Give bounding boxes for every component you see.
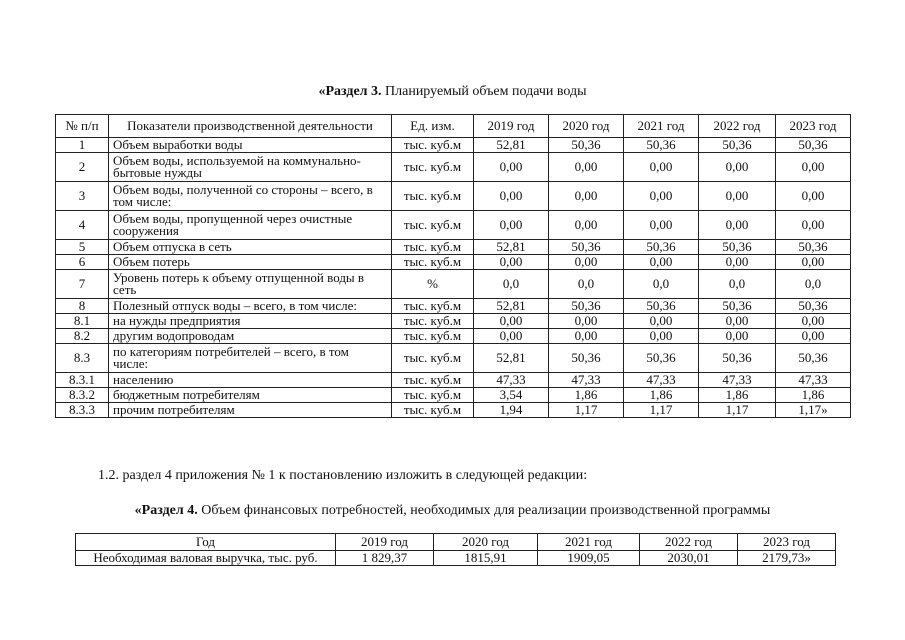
row-indicator: населению bbox=[109, 373, 392, 388]
row-unit: тыс. куб.м bbox=[392, 299, 474, 314]
cell-value: 50,36 bbox=[624, 344, 699, 373]
cell-value: 0,00 bbox=[624, 329, 699, 344]
cell-value: 0,00 bbox=[699, 153, 776, 182]
cell-value: 0,00 bbox=[776, 329, 851, 344]
row-indicator: другим водопроводам bbox=[109, 329, 392, 344]
cell-value: 52,81 bbox=[474, 240, 549, 255]
cell-value: 1815,91 bbox=[434, 551, 538, 566]
table-row bbox=[56, 240, 851, 255]
amendment-note: 1.2. раздел 4 приложения № 1 к постановлению изложить в следующей редакции: bbox=[98, 468, 588, 483]
row-number: 5 bbox=[56, 240, 109, 255]
cell-value: 0,0 bbox=[549, 270, 624, 299]
cell-value: 50,36 bbox=[776, 344, 851, 373]
table-header-row bbox=[76, 534, 836, 551]
table-row bbox=[56, 255, 851, 270]
cell-value: 50,36 bbox=[776, 138, 851, 153]
financial-needs-table bbox=[75, 533, 836, 566]
cell-value: 52,81 bbox=[474, 344, 549, 373]
cell-value: 0,00 bbox=[776, 211, 851, 240]
cell-value: 0,00 bbox=[776, 182, 851, 211]
cell-value: 50,36 bbox=[549, 299, 624, 314]
row-number: 8.1 bbox=[56, 314, 109, 329]
cell-value: 1,86 bbox=[699, 388, 776, 403]
cell-value: 50,36 bbox=[699, 240, 776, 255]
row-label: Необходимая валовая выручка, тыс. руб. bbox=[76, 551, 336, 566]
col-header: 2023 год bbox=[738, 534, 836, 551]
table-row bbox=[56, 182, 851, 211]
col-header: Ед. изм. bbox=[392, 115, 474, 138]
row-number: 7 bbox=[56, 270, 109, 299]
row-indicator: Уровень потерь к объему отпущенной воды в сеть bbox=[109, 270, 392, 299]
row-indicator: Объем потерь bbox=[109, 255, 392, 270]
cell-value: 50,36 bbox=[699, 299, 776, 314]
row-number: 8 bbox=[56, 299, 109, 314]
row-number: 8.3.2 bbox=[56, 388, 109, 403]
row-number: 8.2 bbox=[56, 329, 109, 344]
cell-value: 0,0 bbox=[699, 270, 776, 299]
cell-value: 0,00 bbox=[549, 153, 624, 182]
cell-value: 0,00 bbox=[699, 211, 776, 240]
row-indicator: по категориям потребителей – всего, в том числе: bbox=[109, 344, 392, 373]
section-3-title-text: Планируемый объем подачи воды bbox=[381, 84, 587, 99]
cell-value: 52,81 bbox=[474, 299, 549, 314]
cell-value: 3,54 bbox=[474, 388, 549, 403]
cell-value: 0,00 bbox=[776, 255, 851, 270]
cell-value: 0,00 bbox=[549, 211, 624, 240]
cell-value: 50,36 bbox=[549, 344, 624, 373]
cell-value: 0,00 bbox=[474, 329, 549, 344]
cell-value: 0,0 bbox=[624, 270, 699, 299]
cell-value: 1,86 bbox=[549, 388, 624, 403]
section-4-title-text: Объем финансовых потребностей, необходимых для реализации производственной программы bbox=[197, 503, 771, 518]
row-indicator: Объем отпуска в сеть bbox=[109, 240, 392, 255]
cell-value: 52,81 bbox=[474, 138, 549, 153]
row-unit: тыс. куб.м bbox=[392, 182, 474, 211]
table-row bbox=[56, 373, 851, 388]
col-header: 2020 год bbox=[549, 115, 624, 138]
row-unit: тыс. куб.м bbox=[392, 314, 474, 329]
cell-value: 50,36 bbox=[624, 240, 699, 255]
row-unit: тыс. куб.м bbox=[392, 373, 474, 388]
row-indicator: прочим потребителям bbox=[109, 403, 392, 418]
cell-value: 0,00 bbox=[474, 153, 549, 182]
row-unit: тыс. куб.м bbox=[392, 388, 474, 403]
table-row bbox=[56, 314, 851, 329]
col-header: 2019 год bbox=[336, 534, 434, 551]
cell-value: 50,36 bbox=[776, 299, 851, 314]
cell-value: 50,36 bbox=[549, 240, 624, 255]
cell-value: 50,36 bbox=[699, 344, 776, 373]
row-unit: тыс. куб.м bbox=[392, 240, 474, 255]
section-3-title bbox=[0, 84, 905, 100]
cell-value: 0,00 bbox=[549, 182, 624, 211]
cell-value: 1,94 bbox=[474, 403, 549, 418]
cell-value: 0,00 bbox=[699, 314, 776, 329]
cell-value: 1,17» bbox=[776, 403, 851, 418]
row-indicator: Объем выработки воды bbox=[109, 138, 392, 153]
cell-value: 0,00 bbox=[549, 255, 624, 270]
row-unit: тыс. куб.м bbox=[392, 211, 474, 240]
col-header: 2021 год bbox=[624, 115, 699, 138]
cell-value: 1909,05 bbox=[538, 551, 640, 566]
col-header: 2022 год bbox=[640, 534, 738, 551]
cell-value: 0,0 bbox=[776, 270, 851, 299]
row-number: 3 bbox=[56, 182, 109, 211]
cell-value: 0,00 bbox=[549, 314, 624, 329]
cell-value: 47,33 bbox=[474, 373, 549, 388]
row-number: 6 bbox=[56, 255, 109, 270]
section-3-title-bold: «Раздел 3. bbox=[318, 84, 382, 99]
cell-value: 0,00 bbox=[624, 255, 699, 270]
water-supply-table bbox=[55, 114, 851, 418]
row-unit: тыс. куб.м bbox=[392, 255, 474, 270]
cell-value: 0,00 bbox=[549, 329, 624, 344]
row-number: 8.3.1 bbox=[56, 373, 109, 388]
table-row bbox=[56, 138, 851, 153]
cell-value: 1,17 bbox=[699, 403, 776, 418]
cell-value: 1,86 bbox=[776, 388, 851, 403]
cell-value: 0,00 bbox=[776, 314, 851, 329]
row-number: 2 bbox=[56, 153, 109, 182]
cell-value: 50,36 bbox=[549, 138, 624, 153]
table-row bbox=[56, 388, 851, 403]
cell-value: 2179,73» bbox=[738, 551, 836, 566]
col-header: 2019 год bbox=[474, 115, 549, 138]
cell-value: 0,00 bbox=[624, 153, 699, 182]
table-row bbox=[56, 270, 851, 299]
cell-value: 0,00 bbox=[699, 255, 776, 270]
table-row bbox=[56, 403, 851, 418]
cell-value: 50,36 bbox=[624, 299, 699, 314]
table-row bbox=[56, 211, 851, 240]
cell-value: 2030,01 bbox=[640, 551, 738, 566]
row-number: 8.3.3 bbox=[56, 403, 109, 418]
section-4-title-bold: «Раздел 4. bbox=[134, 503, 198, 518]
cell-value: 0,00 bbox=[474, 314, 549, 329]
cell-value: 1,17 bbox=[549, 403, 624, 418]
cell-value: 0,0 bbox=[474, 270, 549, 299]
cell-value: 0,00 bbox=[474, 255, 549, 270]
table-header-row bbox=[56, 115, 851, 138]
cell-value: 0,00 bbox=[474, 211, 549, 240]
cell-value: 47,33 bbox=[699, 373, 776, 388]
col-header: № п/п bbox=[56, 115, 109, 138]
cell-value: 0,00 bbox=[624, 182, 699, 211]
col-header: 2023 год bbox=[776, 115, 851, 138]
cell-value: 1,17 bbox=[624, 403, 699, 418]
row-unit: тыс. куб.м bbox=[392, 403, 474, 418]
table-row bbox=[76, 551, 836, 566]
cell-value: 0,00 bbox=[624, 314, 699, 329]
cell-value: 1 829,37 bbox=[336, 551, 434, 566]
row-unit: % bbox=[392, 270, 474, 299]
table-row bbox=[56, 329, 851, 344]
row-unit: тыс. куб.м bbox=[392, 329, 474, 344]
cell-value: 47,33 bbox=[624, 373, 699, 388]
row-number: 1 bbox=[56, 138, 109, 153]
row-indicator: Объем воды, используемой на коммунально-бытовые нужды bbox=[109, 153, 392, 182]
cell-value: 0,00 bbox=[699, 329, 776, 344]
col-header: Показатели производственной деятельности bbox=[109, 115, 392, 138]
table-row bbox=[56, 299, 851, 314]
col-header: 2021 год bbox=[538, 534, 640, 551]
row-unit: тыс. куб.м bbox=[392, 344, 474, 373]
row-number: 4 bbox=[56, 211, 109, 240]
table-row bbox=[56, 344, 851, 373]
cell-value: 0,00 bbox=[776, 153, 851, 182]
cell-value: 50,36 bbox=[776, 240, 851, 255]
table-row bbox=[56, 153, 851, 182]
row-indicator: бюджетным потребителям bbox=[109, 388, 392, 403]
section-4-title bbox=[0, 503, 905, 519]
row-indicator: Объем воды, полученной со стороны – всего, в том числе: bbox=[109, 182, 392, 211]
row-indicator: Полезный отпуск воды – всего, в том числе: bbox=[109, 299, 392, 314]
row-indicator: на нужды предприятия bbox=[109, 314, 392, 329]
cell-value: 50,36 bbox=[699, 138, 776, 153]
cell-value: 47,33 bbox=[776, 373, 851, 388]
cell-value: 1,86 bbox=[624, 388, 699, 403]
cell-value: 47,33 bbox=[549, 373, 624, 388]
row-unit: тыс. куб.м bbox=[392, 138, 474, 153]
row-number: 8.3 bbox=[56, 344, 109, 373]
col-header: Год bbox=[76, 534, 336, 551]
cell-value: 0,00 bbox=[699, 182, 776, 211]
cell-value: 0,00 bbox=[474, 182, 549, 211]
cell-value: 0,00 bbox=[624, 211, 699, 240]
col-header: 2022 год bbox=[699, 115, 776, 138]
row-unit: тыс. куб.м bbox=[392, 153, 474, 182]
col-header: 2020 год bbox=[434, 534, 538, 551]
row-indicator: Объем воды, пропущенной через очистные сооружения bbox=[109, 211, 392, 240]
cell-value: 50,36 bbox=[624, 138, 699, 153]
